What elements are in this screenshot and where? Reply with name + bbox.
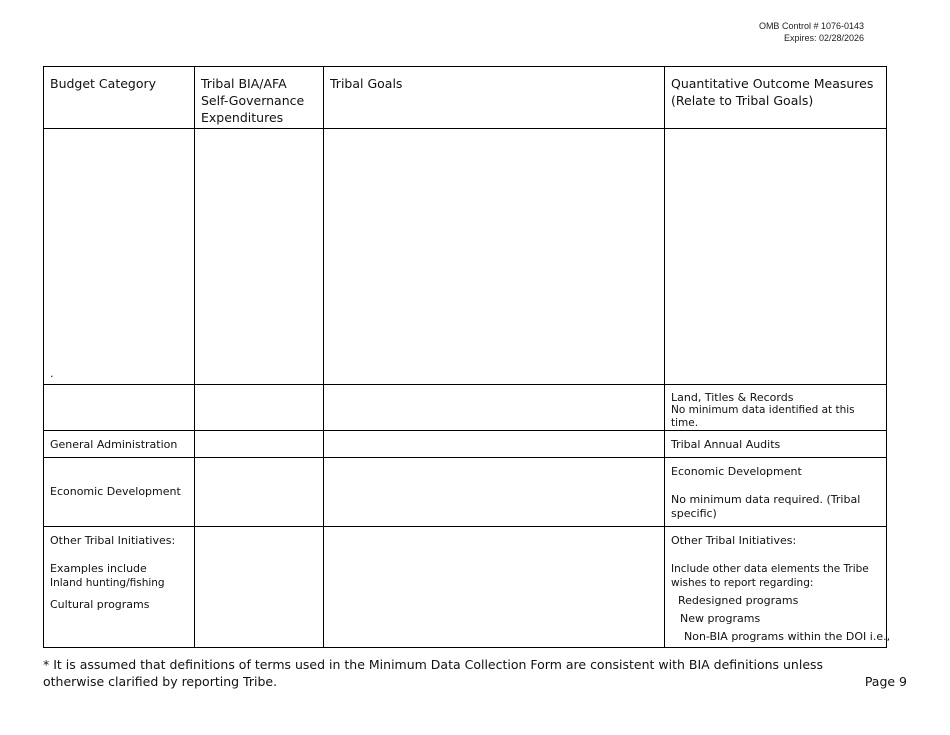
cell-measures-blank[interactable] (665, 129, 887, 385)
economic-measure-note: No minimum data required. (Tribal specific) (671, 493, 861, 520)
example-cultural-programs: Cultural programs (50, 598, 150, 611)
column-header-tribal-goals: Tribal Goals (324, 67, 665, 129)
column-header-expenditures: Tribal BIA/AFA Self-Governance Expenditures (195, 67, 324, 129)
land-measure-note: No minimum data identified at this time. (671, 404, 855, 429)
land-measure-title: Land, Titles & Records (671, 391, 794, 404)
cell-category-general-admin: General Administration (44, 431, 195, 458)
cell-expenditures-other[interactable] (195, 527, 324, 648)
table-row-blank (44, 129, 887, 385)
page-number: Page 9 (864, 674, 907, 689)
other-category-title: Other Tribal Initiatives: (50, 534, 176, 547)
cell-goals-blank[interactable] (324, 129, 665, 385)
cell-goals-economic[interactable] (324, 458, 665, 527)
cell-goals-land[interactable] (324, 385, 665, 431)
cell-measures-other (665, 527, 891, 648)
cell-expenditures-blank[interactable] (195, 129, 324, 385)
cell-measures-economic (665, 458, 887, 527)
examples-label: Examples include (50, 562, 147, 575)
row-marker: . (50, 367, 54, 380)
budget-outcome-table (43, 66, 891, 648)
column-header-budget-category: Budget Category (44, 67, 195, 129)
column-header-outcome-measures: Quantitative Outcome Measures (Relate to Tribal Goals) (665, 67, 887, 129)
economic-measure-title: Economic Development (671, 465, 802, 478)
cell-category-land[interactable] (44, 385, 195, 431)
omb-expiration: Expires: 02/28/2026 (783, 33, 864, 43)
example-hunting-fishing: Inland hunting/fishing (50, 577, 165, 589)
cell-measures-general-admin: Tribal Annual Audits (665, 431, 887, 458)
cell-category-other (44, 527, 195, 648)
table-row-general-administration (44, 431, 887, 458)
table-row-land-titles (44, 385, 887, 431)
measure-item-new: New programs (680, 612, 761, 625)
cell-goals-general-admin[interactable] (324, 431, 665, 458)
table-row-other-initiatives (44, 527, 887, 648)
omb-control-number: OMB Control # 1076-0143 (758, 21, 864, 31)
cell-expenditures-economic[interactable] (195, 458, 324, 527)
measure-item-redesigned: Redesigned programs (678, 594, 799, 607)
omb-header (759, 20, 864, 44)
cell-goals-other[interactable] (324, 527, 665, 648)
cell-category-economic: Economic Development (44, 458, 195, 527)
other-measure-intro: Include other data elements the Tribe wishes to report regarding: (671, 563, 869, 589)
table-row-economic-development (44, 458, 887, 527)
cell-category-blank[interactable] (44, 129, 195, 385)
cell-expenditures-land[interactable] (195, 385, 324, 431)
measure-item-non-bia: Non-BIA programs within the DOI i.e., (684, 630, 891, 643)
cell-expenditures-general-admin[interactable] (195, 431, 324, 458)
other-measure-title: Other Tribal Initiatives: (671, 534, 797, 547)
cell-measures-land (665, 385, 887, 431)
table-header-row (44, 67, 887, 129)
footnote: * It is assumed that definitions of terms used in the Minimum Data Collection Form are consistent with BIA definitions unless otherwise clarified by reporting Tribe. (43, 657, 824, 689)
